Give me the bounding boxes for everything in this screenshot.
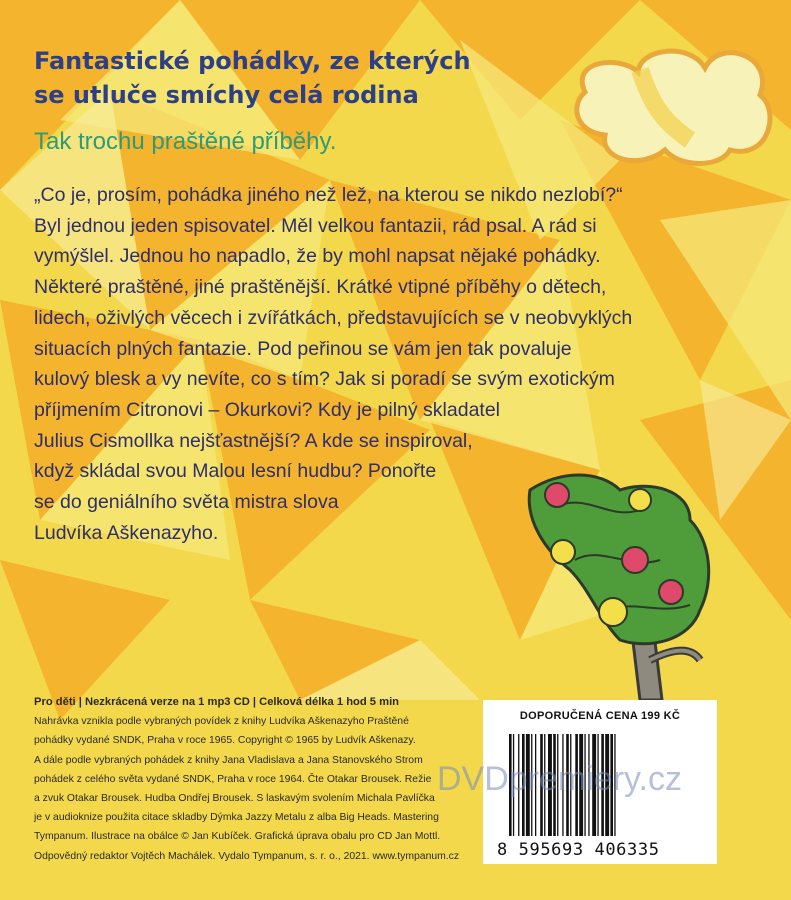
blurb-line: příjmením Citronovi – Okurkovi? Kdy je pilný skladatel: [34, 398, 501, 421]
credits-line: Nahrávka vznikla podle vybraných povídek z knihy Ludvíka Aškenazyho Praštěné: [34, 716, 409, 728]
watermark: DVDpremiery.cz: [437, 760, 682, 798]
credits-line: a zvuk Otakar Brousek. Hudba Ondřej Brousek. S laskavým svolením Michala Pavlíčka: [34, 793, 435, 805]
blurb-line: vymýšlel. Jednou ho napadlo, že by mohl napsat nějaké pohádky.: [34, 245, 601, 268]
blurb-line: Julius Cismollka nejšťastnější? A kde se inspiroval,: [34, 429, 473, 452]
blurb-line: Ludvíka Aškenazyho.: [34, 521, 219, 544]
credits-line: pohádek z celého světa vydané SNDK, Praha v roce 1964. Čte Otakar Brousek. Režie: [34, 773, 432, 785]
blurb-text: [34, 180, 734, 548]
credits-line: pohádky vydané SNDK, Praha v roce 1965. Copyright © 1965 by Ludvík Aškenazy.: [34, 735, 416, 747]
subheadline: Tak trochu praštěné příběhy.: [34, 128, 337, 155]
blurb-line: situacích plných fantazie. Pod peřinou se vám jen tak povaluje: [34, 337, 572, 360]
recommended-price: DOPORUČENÁ CENA 199 KČ: [519, 710, 681, 722]
headline-line-2: se utluče smíchy celá rodina: [34, 81, 419, 109]
blurb-line: když skládal svou Malou lesní hudbu? Ponořte: [34, 460, 437, 483]
credits-line: Tympanum. Ilustrace na obálce © Jan Kubíček. Grafická úprava obalu pro CD Jan Mottl.: [34, 831, 441, 843]
blurb-line: Některé praštěné, jiné praštěnější. Krátké vtipné příběhy o dětech,: [34, 276, 607, 299]
credits-summary: Pro děti | Nezkrácená verze na 1 mp3 CD | Celková délka 1 hod 5 min: [34, 696, 400, 708]
cloud-illustration: [577, 51, 770, 163]
headline: [34, 44, 554, 112]
barcode-number: 8 595693 406335: [497, 840, 660, 860]
credits-line: Odpovědný redaktor Vojtěch Machálek. Vydalo Tympanum, s. r. o., 2021. www.tympanum.cz: [34, 850, 460, 862]
blurb-line: lidech, oživlých věcech i zvířátkách, představujících se v neobvyklých: [34, 306, 633, 329]
blurb-line: se do geniálního světa mistra slova: [34, 491, 339, 514]
blurb-line: „Co je, prosím, pohádka jiného než lež, na kterou se nikdo nezlobí?“: [34, 184, 623, 206]
blurb-line: kulový blesk a vy nevíte, co s tím? Jak si poradí se svým exotickým: [34, 368, 615, 391]
headline-line-1: Fantastické pohádky, ze kterých: [34, 47, 471, 75]
credits-line: je v audioknize použita citace skladby Dýmka Jazzy Metalu z alba Big Heads. Mastering: [34, 812, 439, 824]
credits-block: [34, 693, 484, 866]
blurb-line: Byl jednou jeden spisovatel. Měl velkou fantazii, rád psal. A rád si: [34, 214, 597, 237]
credits-line: A dále podle vybraných pohádek z knihy Jana Vladislava a Jana Stanovského Strom: [34, 754, 423, 766]
